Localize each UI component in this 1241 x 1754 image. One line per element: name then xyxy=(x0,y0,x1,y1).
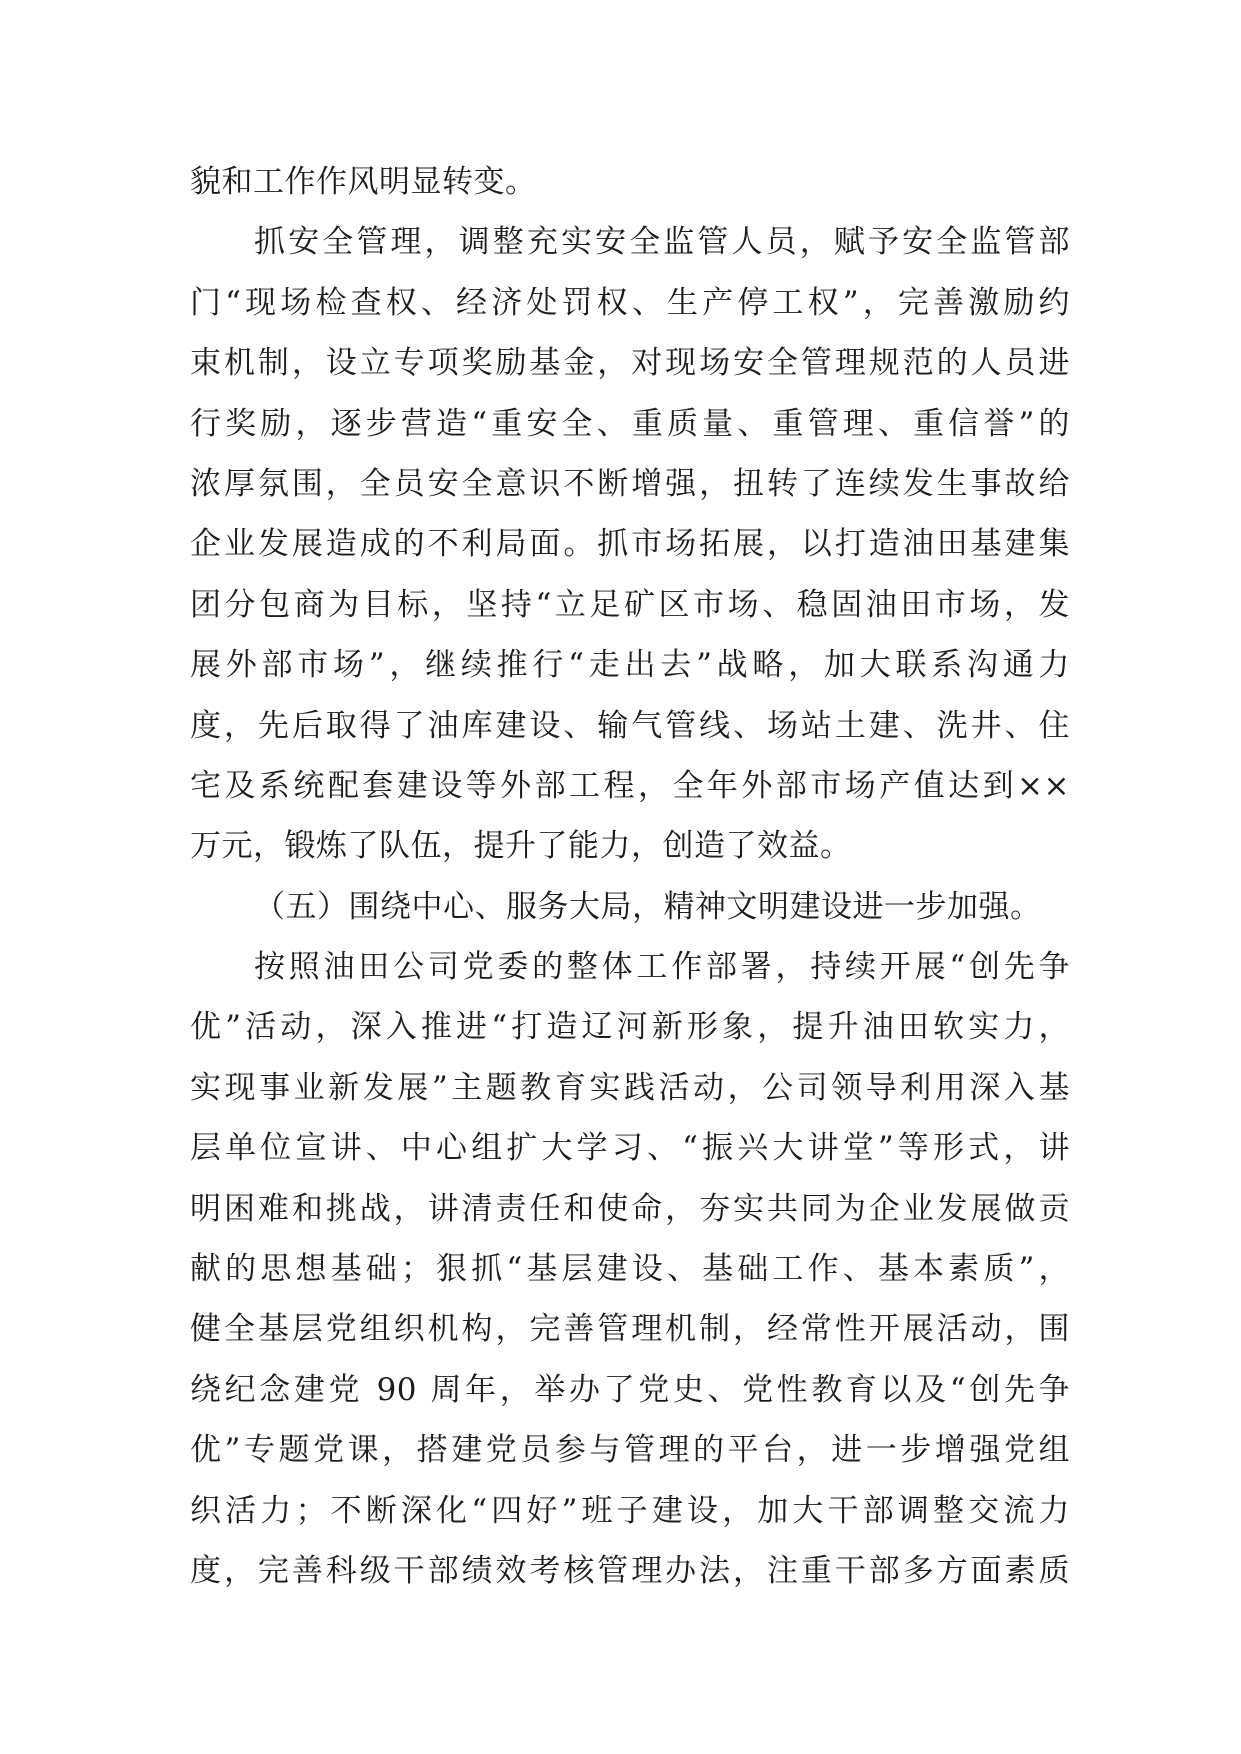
paragraph-line: 貌和工作作风明显转变。 xyxy=(190,164,537,200)
paragraph-line: 门“现场检查权、经济处罚权、生产停工权”，完善激励约 xyxy=(190,284,1070,321)
paragraph-line: 层单位宣讲、中心组扩大学习、“振兴大讲堂”等形式，讲 xyxy=(190,1130,1070,1167)
paragraph-line: 企业发展造成的不利局面。抓市场拓展，以打造油田基建集 xyxy=(190,526,1070,563)
paragraph-line: 按照油田公司党委的整体工作部署，持续开展“创先争 xyxy=(254,949,1070,986)
paragraph-line: 行奖励，逐步营造“重安全、重质量、重管理、重信誉”的 xyxy=(190,405,1070,442)
paragraph-line: 优”专题党课，搭建党员参与管理的平台，进一步增强党组 xyxy=(190,1432,1070,1469)
paragraph-line: 献的思想基础；狠抓“基层建设、基础工作、基本素质”， xyxy=(190,1251,1070,1288)
paragraph-line: 明困难和挑战，讲清责任和使命，夯实共同为企业发展做贡 xyxy=(190,1190,1070,1227)
paragraph-line: 宅及系统配套建设等外部工程，全年外部市场产值达到×× xyxy=(190,767,1070,804)
document-body xyxy=(190,152,1070,1601)
paragraph-line: 束机制，设立专项奖励基金，对现场安全管理规范的人员进 xyxy=(190,345,1070,382)
paragraph-line: 抓安全管理，调整充实安全监管人员，赋予安全监管部 xyxy=(254,224,1070,261)
paragraph-line: 绕纪念建党 90 周年，举办了党史、党性教育以及“创先争 xyxy=(190,1371,1070,1408)
paragraph-line: 健全基层党组织机构，完善管理机制，经常性开展活动，围 xyxy=(190,1311,1070,1348)
paragraph-line: 织活力；不断深化“四好”班子建设，加大干部调整交流力 xyxy=(190,1492,1070,1529)
paragraph-line: 实现事业新发展”主题教育实践活动，公司领导利用深入基 xyxy=(190,1069,1070,1106)
paragraph-line: 展外部市场”，继续推行“走出去”战略，加大联系沟通力 xyxy=(190,647,1070,684)
paragraph-line: 团分包商为目标，坚持“立足矿区市场、稳固油田市场，发 xyxy=(190,586,1070,623)
section-heading: （五）围绕中心、服务大局，精神文明建设进一步加强。 xyxy=(254,888,1042,925)
paragraph-line: 度，先后取得了油库建设、输气管线、场站土建、洗井、住 xyxy=(190,707,1070,744)
paragraph-line: 浓厚氛围，全员安全意识不断增强，扭转了连续发生事故给 xyxy=(190,465,1070,502)
paragraph-line: 优”活动，深入推进“打造辽河新形象，提升油田软实力， xyxy=(190,1009,1070,1046)
paragraph-line: 万元，锻炼了队伍，提升了能力，创造了效益。 xyxy=(190,828,852,865)
paragraph-line: 度，完善科级干部绩效考核管理办法，注重干部多方面素质 xyxy=(190,1552,1070,1589)
